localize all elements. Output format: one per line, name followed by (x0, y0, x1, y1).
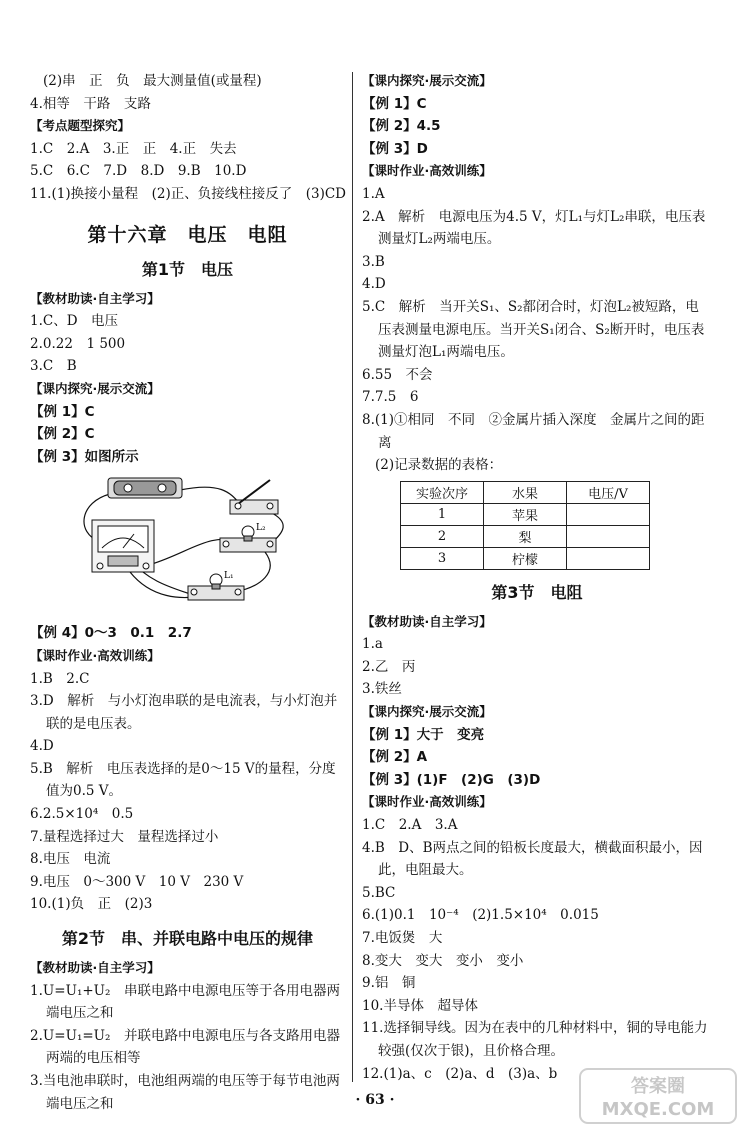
text-line: 3.铁丝 (362, 681, 402, 698)
section-heading: 【课时作业·高效训练】 (362, 794, 492, 810)
text-line: 6.55 不会 (362, 366, 433, 383)
table-cell: 苹果 (484, 503, 567, 525)
table-cell: 2 (401, 525, 484, 547)
text-line: 3.D 解析 与小灯泡串联的是电流表，与小灯泡并联的是电压表。 (30, 693, 338, 732)
text-line: 11.选择铜导线。因为在表中的几种材料中，铜的导电能力较强(仅次于银)，且价格合理。 (362, 1020, 708, 1059)
chapter-title: 第十六章 电压 电阻 (87, 223, 288, 246)
text-line: 1.A (362, 185, 385, 202)
text-line: 8.变大 变大 变小 变小 (362, 952, 524, 969)
section-title: 第2节 串、并联电路中电压的规律 (61, 929, 314, 949)
table-cell: 柠檬 (484, 547, 567, 569)
text-line: 10.半导体 超导体 (362, 997, 478, 1014)
left-column (30, 70, 345, 1115)
table-header-cell: 水果 (484, 481, 567, 503)
text-line: 7.电饭煲 大 (362, 930, 443, 946)
text-line: 11.(1)换接小量程 (2)正、负接线柱接反了 (3)CD (30, 185, 346, 202)
example-line: 【例 2】A (362, 749, 428, 766)
section-title: 第1节 电压 (141, 259, 234, 279)
page-number: · 63 · (355, 1092, 395, 1108)
table-cell (567, 525, 650, 547)
table-header-cell: 电压/V (567, 481, 650, 503)
column-divider (352, 72, 353, 1082)
table-header-row (401, 481, 650, 503)
table-cell: 3 (401, 547, 484, 569)
watermark-text-top: 答案圈 (631, 1076, 685, 1097)
text-line: 6.(1)0.1 10⁻⁴ (2)1.5×10⁴ 0.015 (362, 907, 599, 924)
text-line: (2)记录数据的表格： (375, 457, 503, 474)
text-line: 8.电压 电流 (30, 851, 111, 868)
section-heading: 【课内探究·展示交流】 (30, 380, 160, 396)
right-column (362, 70, 712, 1085)
text-line: 3.B (362, 253, 385, 270)
section-heading: 【课时作业·高效训练】 (30, 647, 160, 663)
text-line: 4.D (30, 738, 54, 755)
text-line: 2.A 解析 电源电压为4.5 V，灯L₁与灯L₂串联，电压表测量灯L₂两端电压。 (362, 208, 706, 248)
lamp-l2-icon (220, 523, 276, 552)
text-line: 4.B D、B两点之间的铅板长度最大，横截面积最小，因此，电阻最大。 (362, 839, 703, 879)
text-line: 5.C 解析 当开关S₁、S₂都闭合时，灯泡L₂被短路，电压表测量电源电压。当开关S₁闭合、S₂断开时，电压表测量灯泡L₁两端电压。 (362, 298, 705, 361)
example-line: 【例 1】大于 变亮 (362, 726, 485, 743)
table-cell (567, 503, 650, 525)
example-line: 【例 4】0～3 0.1 2.7 (30, 625, 192, 642)
battery-icon (108, 478, 182, 498)
example-line: 【例 2】C (30, 426, 95, 443)
text-line: 1.a (362, 636, 383, 653)
section-heading: 【教材助读·自主学习】 (30, 960, 160, 976)
text-line: 9.铝 铜 (362, 975, 416, 992)
table-row (401, 525, 650, 547)
text-line: 4.相等 干路 支路 (30, 95, 151, 112)
text-line: 2.U=U₁=U₂ 并联电路中电源电压与各支路用电器两端的电压相等 (30, 1027, 340, 1067)
lamp-l1-icon (188, 571, 244, 600)
text-line: 4.D (362, 276, 386, 293)
example-line: 【例 3】如图所示 (30, 448, 139, 465)
section-heading: 【教材助读·自主学习】 (30, 290, 160, 306)
lamp-l1-label: L₁ (224, 571, 234, 582)
circuit-diagram (70, 472, 310, 612)
text-line: 1.U=U₁+U₂ 串联电路中电源电压等于各用电器两端电压之和 (30, 982, 340, 1022)
section-title: 第3节 电阻 (491, 582, 583, 602)
table-row (401, 547, 650, 569)
table-cell: 梨 (484, 525, 567, 547)
data-table (400, 481, 650, 570)
text-line: 3.当电池串联时，电池组两端的电压等于每节电池两端电压之和 (30, 1073, 340, 1112)
text-line: 7.量程选择过大 量程选择过小 (30, 828, 219, 845)
text-line: 7.7.5 6 (362, 389, 419, 406)
text-line: 6.2.5×10⁴ 0.5 (30, 806, 134, 823)
section-heading: 【课内探究·展示交流】 (362, 704, 492, 720)
table-cell (567, 547, 650, 569)
text-line: 1.B 2.C (30, 670, 90, 687)
table-header-cell: 实验次序 (401, 481, 484, 503)
switch-icon (230, 480, 278, 514)
watermark-logo (578, 1067, 738, 1125)
section-heading: 【课内探究·展示交流】 (362, 73, 492, 88)
example-line: 【例 2】4.5 (362, 118, 441, 135)
text-line: 1.C 2.A 3.A (362, 817, 458, 834)
example-line: 【例 1】C (30, 403, 95, 420)
section-heading: 【课时作业·高效训练】 (362, 163, 492, 179)
section-heading: 【教材助读·自主学习】 (362, 613, 492, 629)
text-line: 10.(1)负 正 (2)3 (30, 896, 153, 913)
lamp-l2-label: L₂ (256, 523, 266, 534)
text-line: 9.电压 0～300 V 10 V 230 V (30, 873, 244, 890)
example-line: 【例 3】D (362, 140, 428, 157)
table-cell: 1 (401, 503, 484, 525)
text-line: 5.B 解析 电压表选择的是0～15 V的量程，分度值为0.5 V。 (30, 760, 336, 800)
text-line: 8.(1)①相同 不同 ②金属片插入深度 金属片之间的距离 (362, 411, 705, 451)
section-heading: 【考点题型探究】 (30, 118, 131, 134)
example-line: 【例 1】C (362, 95, 427, 112)
text-line: 5.C 6.C 7.D 8.D 9.B 10.D (30, 163, 247, 180)
text-line: 12.(1)a、c (2)a、d (3)a、b (362, 1065, 558, 1082)
text-line: 2.乙 丙 (362, 658, 416, 675)
text-line: 1.C 2.A 3.正 正 4.正 失去 (30, 140, 237, 157)
watermark-text-bottom: MXQE.COM (601, 1099, 715, 1120)
text-line: 2.0.22 1 500 (30, 335, 126, 352)
text-line: (2)串 正 负 最大测量值(或量程) (43, 73, 262, 89)
example-line: 【例 3】(1)F (2)G (3)D (362, 771, 541, 788)
text-line: 5.BC (362, 884, 396, 901)
table-row (401, 503, 650, 525)
text-line: 1.C、D 电压 (30, 313, 119, 330)
voltmeter-icon (92, 520, 154, 572)
text-line: 3.C B (30, 358, 77, 375)
